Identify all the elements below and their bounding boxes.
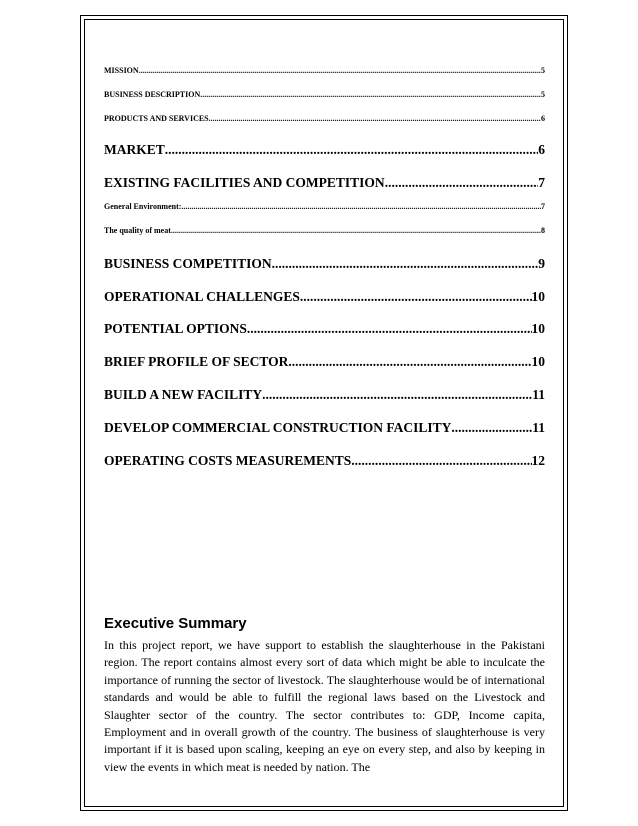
toc-entry-page: 9 [538, 256, 545, 271]
toc-entry-page: 11 [532, 420, 545, 435]
toc-entry-title: OPERATING COSTS MEASUREMENTS [104, 453, 352, 468]
toc-entry-existing-facilities[interactable] [104, 175, 545, 191]
toc-leader [200, 90, 541, 99]
toc-leader [272, 256, 539, 272]
toc-leader [209, 114, 541, 123]
toc-entry-page: 8 [541, 226, 545, 235]
toc-entry-page: 5 [541, 66, 545, 75]
toc-entry-quality-of-meat[interactable] [104, 226, 545, 235]
toc-entry-title: BRIEF PROFILE OF SECTOR [104, 354, 289, 369]
toc-leader [351, 453, 531, 469]
toc-entry-page: 6 [538, 142, 545, 157]
toc-entry-build-new-facility[interactable] [104, 387, 545, 403]
toc-entry-page: 12 [531, 453, 545, 468]
toc-entry-title: DEVELOP COMMERCIAL CONSTRUCTION FACILITY [104, 420, 452, 435]
toc-entry-title: BUSINESS DESCRIPTION [104, 90, 201, 99]
toc-entry-title: OPERATIONAL CHALLENGES [104, 289, 300, 304]
toc-entry-business-competition[interactable] [104, 256, 545, 272]
toc-entry-page: 5 [541, 90, 545, 99]
toc-entry-title: General Environment: [104, 202, 182, 211]
toc-leader [181, 202, 541, 211]
toc-entry-business-description[interactable] [104, 90, 545, 99]
toc-entry-market[interactable] [104, 142, 545, 158]
toc-entry-operating-costs[interactable] [104, 453, 545, 469]
toc-leader [385, 175, 539, 191]
toc-entry-page: 10 [531, 354, 545, 369]
executive-summary-body: In this project report, we have support to establish the slaughterhouse in the Pakistani region. The report contains almost every sort of data which might be able to inculcate the importance of running the sector of livestock. The slaughterhouse would be of international standards and would be able to fulfill the regional laws based on the Livestock and Slaughter sector of the country. The sector contributes to: GDP, Income capita, Employment and in overall growth of the country. The business of slaughterhouse is very important if it is based upon scaling, keeping an eye on every step, and also by keeping in view the events in which meat is needed by nation. The [104, 638, 545, 774]
toc-leader [451, 420, 532, 436]
toc-entry-page: 11 [532, 387, 545, 402]
toc-entry-general-environment[interactable] [104, 202, 545, 211]
toc-entry-brief-profile[interactable] [104, 354, 545, 370]
toc-entry-operational-challenges[interactable] [104, 289, 545, 305]
toc-leader [300, 289, 532, 305]
toc-entry-title: MISSION [104, 66, 139, 75]
toc-entry-title: PRODUCTS AND SERVICES [104, 114, 209, 123]
toc-entry-page: 10 [531, 321, 545, 336]
toc-leader [171, 226, 541, 235]
toc-entry-page: 7 [538, 175, 545, 190]
executive-summary-heading: Executive Summary [104, 615, 247, 632]
toc-entry-potential-options[interactable] [104, 321, 545, 337]
toc-entry-title: BUSINESS COMPETITION [104, 256, 272, 271]
toc-entry-commercial-construction[interactable] [104, 420, 545, 436]
toc-leader [139, 66, 541, 75]
toc-entry-title: MARKET [104, 142, 165, 157]
toc-entry-page: 10 [531, 289, 545, 304]
toc-leader [165, 142, 539, 158]
toc-entry-title: EXISTING FACILITIES AND COMPETITION [104, 175, 385, 190]
toc-entry-page: 6 [541, 114, 545, 123]
toc-leader [247, 321, 532, 337]
toc-entry-title: The quality of meat [104, 226, 171, 235]
toc-entry-title: BUILD A NEW FACILITY [104, 387, 263, 402]
toc-entry-title: POTENTIAL OPTIONS [104, 321, 247, 336]
toc-entry-page: 7 [541, 202, 545, 211]
toc-entry-mission[interactable] [104, 66, 545, 75]
toc-leader [262, 387, 532, 403]
toc-leader [288, 354, 531, 370]
toc-entry-products-and-services[interactable] [104, 114, 545, 123]
